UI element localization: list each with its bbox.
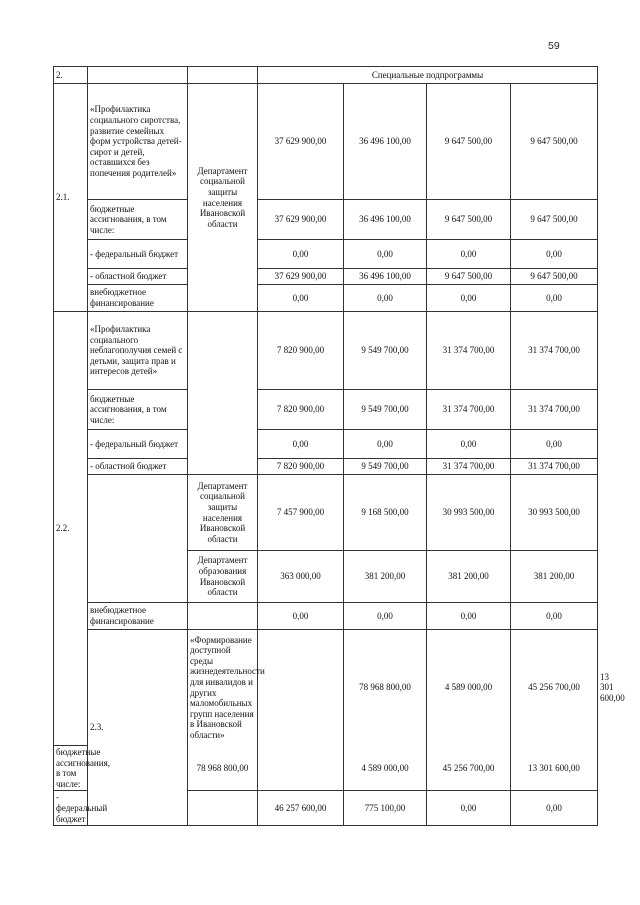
empty-cell	[88, 67, 188, 84]
value-cell: 36 496 100,00	[344, 269, 427, 285]
value-cell: 9 647 500,00	[511, 269, 598, 285]
value-cell: 381 200,00	[344, 551, 427, 603]
value-cell: 30 993 500,00	[427, 475, 511, 551]
empty-cell	[258, 630, 344, 791]
value-cell: 0,00	[427, 285, 511, 312]
row-label: - федеральный бюджет	[54, 791, 88, 826]
value-cell: 0,00	[427, 430, 511, 459]
value-cell: 0,00	[427, 240, 511, 269]
value-cell: 9 647 500,00	[511, 84, 598, 200]
value-cell: 0,00	[511, 240, 598, 269]
row-label: бюджетные ассигнования, в том числе:	[88, 390, 188, 430]
value-cell: 0,00	[344, 285, 427, 312]
row-label: - областной бюджет	[88, 459, 188, 475]
subprogram-name: «Профилактика социального сиротства, развитие семейных форм устройства детей-сирот и детей, оставшихся без попечения родителей»	[88, 84, 188, 200]
row-label: - областной бюджет	[88, 269, 188, 285]
value-cell: 46 257 600,00	[258, 791, 344, 826]
value-cell: 0,00	[511, 285, 598, 312]
value-cell: 0,00	[258, 240, 344, 269]
section-title: Специальные подпрограммы	[258, 67, 598, 84]
row-number: 2.	[54, 67, 88, 84]
value-cell: 45 256 700,00	[511, 630, 598, 746]
value-cell: 363 000,00	[258, 551, 344, 603]
value-cell: 9 549 700,00	[344, 459, 427, 475]
empty-cell	[188, 430, 258, 459]
empty-cell	[188, 390, 258, 430]
row-label: - федеральный бюджет	[88, 240, 188, 269]
value-cell: 0,00	[344, 603, 427, 630]
value-cell: 381 200,00	[427, 551, 511, 603]
value-cell: 30 993 500,00	[511, 475, 598, 551]
page-number: 59	[548, 40, 560, 52]
table-row	[54, 430, 598, 459]
table-row	[54, 269, 598, 285]
subprogram-name: «Формирование доступной среды жизнедеятельности для инвалидов и других маломобильных групп населения в Ивановской области»	[188, 630, 258, 746]
value-cell: 9 647 500,00	[427, 269, 511, 285]
subprogram-name: «Профилактика социального неблагополучия семей с детьми, защита прав и интересов детей»	[88, 312, 188, 390]
value-cell: 0,00	[258, 603, 344, 630]
empty-cell	[188, 791, 258, 826]
value-cell: 78 968 800,00	[344, 630, 427, 746]
value-cell: 31 374 700,00	[511, 312, 598, 390]
value-cell: 0,00	[511, 791, 598, 826]
value-cell: 9 549 700,00	[344, 312, 427, 390]
value-cell: 45 256 700,00	[427, 746, 511, 791]
empty-cell	[88, 475, 188, 551]
empty-cell	[88, 551, 188, 603]
value-cell: 775 100,00	[344, 791, 427, 826]
table-row	[54, 603, 598, 630]
value-cell: 37 629 900,00	[258, 269, 344, 285]
row-label: бюджетные ассигнования, в том числе:	[88, 200, 188, 240]
table-row	[54, 200, 598, 240]
table-row-2-1	[54, 84, 598, 200]
value-cell: 9 647 500,00	[427, 84, 511, 200]
budget-table	[53, 66, 625, 826]
table-row	[54, 390, 598, 430]
value-cell: 31 374 700,00	[511, 390, 598, 430]
value-cell: 31 374 700,00	[427, 390, 511, 430]
table-row	[54, 285, 598, 312]
row-label: внебюджетное финансирование	[88, 603, 188, 630]
value-cell: 0,00	[344, 430, 427, 459]
empty-cell	[188, 67, 258, 84]
value-cell: 7 457 900,00	[258, 475, 344, 551]
value-cell: 31 374 700,00	[511, 459, 598, 475]
row-label: бюджетные ассигнования, в том числе:	[54, 746, 88, 791]
value-cell: 36 496 100,00	[344, 84, 427, 200]
table-row	[54, 240, 598, 269]
row-number: 2.1.	[54, 84, 88, 312]
row-number: 2.2.	[54, 312, 88, 746]
value-cell: 13 301 600,00	[511, 746, 598, 791]
value-cell: 0,00	[511, 603, 598, 630]
value-cell: 9 168 500,00	[344, 475, 427, 551]
table-row-2-3: 2.3. «Формирование доступной среды жизнедеятельности для инвалидов и других маломобильных групп населения в Ивановской области» 78 968 800,00 4 589 000,00 45 256 700,00 13 301 600,00	[54, 630, 598, 746]
value-cell: 31 374 700,00	[427, 459, 511, 475]
value-cell: 0,00	[344, 240, 427, 269]
value-cell: 9 549 700,00	[344, 390, 427, 430]
value-cell: 31 374 700,00	[427, 312, 511, 390]
table-row-section-2	[54, 67, 598, 84]
value-cell: 7 820 900,00	[258, 390, 344, 430]
department-cell: Департамент социальной защиты населения Ивановской области	[188, 84, 258, 312]
table-row	[54, 475, 598, 551]
value-cell: 4 589 000,00	[427, 630, 511, 746]
value-cell: 37 629 900,00	[258, 84, 344, 200]
value-cell: 0,00	[427, 603, 511, 630]
department-cell: Департамент образования Ивановской области	[188, 551, 258, 603]
value-cell: 7 820 900,00	[258, 459, 344, 475]
empty-cell	[188, 603, 258, 630]
value-cell: 7 820 900,00	[258, 312, 344, 390]
empty-cell	[188, 312, 258, 390]
value-cell: 0,00	[258, 430, 344, 459]
table-row	[54, 551, 598, 603]
value-cell: 0,00	[258, 285, 344, 312]
table-row	[54, 459, 598, 475]
value-cell: 36 496 100,00	[344, 200, 427, 240]
value-cell: 78 968 800,00	[188, 746, 258, 791]
value-cell: 9 647 500,00	[427, 200, 511, 240]
table-row-2-2	[54, 312, 598, 390]
value-cell: 0,00	[511, 430, 598, 459]
row-number: 2.3.	[88, 630, 188, 826]
value-cell: 4 589 000,00	[344, 746, 427, 791]
value-cell: 0,00	[427, 791, 511, 826]
empty-cell	[188, 459, 258, 475]
row-label: внебюджетное финансирование	[88, 285, 188, 312]
value-cell: 37 629 900,00	[258, 200, 344, 240]
value-cell: 381 200,00	[511, 551, 598, 603]
value-cell: 9 647 500,00	[511, 200, 598, 240]
row-label: - федеральный бюджет	[88, 430, 188, 459]
department-cell: Департамент социальной защиты населения Ивановской области	[188, 475, 258, 551]
